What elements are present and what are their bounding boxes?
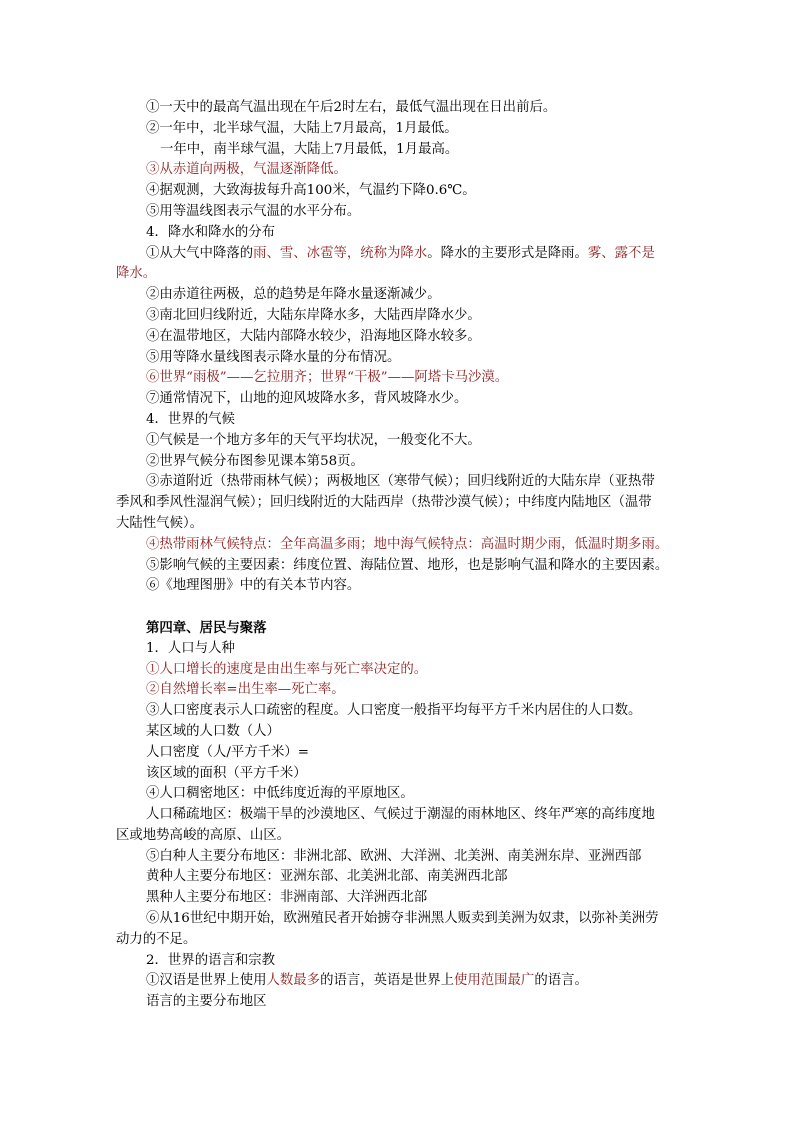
section-heading <box>116 639 694 660</box>
text-line <box>116 368 694 389</box>
text-line <box>116 680 694 701</box>
text-segment: ⑤白种人主要分布地区：非洲北部、欧洲、大洋洲、北美洲、南美洲东岸、亚洲西部 <box>146 848 642 864</box>
text-segment: ④人口稠密地区：中低纬度近海的平原地区。 <box>146 786 414 802</box>
text-segment: 2．世界的语言和宗教 <box>146 952 276 968</box>
text-line <box>116 452 694 473</box>
text-line <box>116 285 694 306</box>
text-segment: 一年中，南半球气温，大陆上7月最低，1月最高。 <box>160 141 459 157</box>
text-segment: ①从大气中降落的 <box>146 245 254 261</box>
text-line <box>116 909 694 930</box>
text-segment: 季风和季风性湿润气候）；回归线附近的大陆西岸（热带沙漠气候）；中纬度内陆地区（温带 <box>116 495 652 511</box>
section-heading <box>116 410 694 431</box>
text-line <box>116 701 694 722</box>
text-segment: ⑥从16世纪中期开始，欧洲殖民者开始掳夺非洲黑人贩卖到美洲为奴隶，以弥补美洲劳 <box>146 911 659 927</box>
text-line <box>116 805 694 826</box>
text-segment: 黑种人主要分布地区：非洲南部、大洋洲西北部 <box>146 890 428 906</box>
text-segment: ②世界气候分布图参见课本第58页。 <box>146 453 364 469</box>
text-segment: 该区域的面积（平方千米） <box>146 765 307 781</box>
text-segment: ①气候是一个地方多年的天气平均状况，一般变化不大。 <box>146 432 481 448</box>
text-segment: ③南北回归线附近，大陆东岸降水多，大陆西岸降水少。 <box>146 307 481 323</box>
formula-line <box>116 764 694 785</box>
text-line <box>116 472 694 493</box>
section-heading <box>116 951 694 972</box>
text-line <box>116 971 694 992</box>
text-line <box>116 306 694 327</box>
text-segment: 的语言，英语是世界上 <box>320 973 454 989</box>
text-segment: ①汉语是世界上使用 <box>146 973 267 989</box>
formula-line <box>116 743 694 764</box>
text-segment: 的语言。 <box>534 973 588 989</box>
highlight-text: ②自然增长率=出生率—死亡率。 <box>146 682 345 698</box>
text-segment: ⑦通常情况下，山地的迎风坡降水多，背风坡降水少。 <box>146 391 468 407</box>
text-segment: 。降水的主要形式是降雨。 <box>427 245 588 261</box>
text-line <box>116 867 694 888</box>
text-line <box>116 556 694 577</box>
highlight-text: 雾、露不是 <box>587 245 655 261</box>
text-line <box>116 140 694 161</box>
text-line <box>116 98 694 119</box>
highlight-text: 降水。 <box>116 266 157 282</box>
text-line <box>116 888 694 909</box>
text-segment: ⑤用等降水量线图表示降水量的分布情况。 <box>146 349 401 365</box>
text-segment: ②一年中，北半球气温，大陆上7月最高，1月最低。 <box>146 120 458 136</box>
text-line <box>116 264 694 285</box>
text-segment: ⑤影响气候的主要因素：纬度位置、海陆位置、地形，也是影响气温和降水的主要因素。 <box>146 557 669 573</box>
text-line <box>116 431 694 452</box>
text-segment: ④据观测，大致海拔每升高100米，气温约下降0.6℃。 <box>146 183 476 199</box>
text-segment: 动力的不足。 <box>116 931 197 947</box>
text-line <box>116 181 694 202</box>
text-line <box>116 348 694 369</box>
text-line <box>116 992 694 1013</box>
text-line <box>116 660 694 681</box>
text-segment: ①一天中的最高气温出现在午后2时左右，最低气温出现在日出前后。 <box>146 100 557 115</box>
highlight-text: 使用范围最广 <box>453 973 535 989</box>
text-segment: 人口密度（人/平方千米）= <box>146 744 310 760</box>
highlight-text: ⑥世界“雨极”——乞拉朋齐；世界“干极”——阿塔卡马沙漠。 <box>146 370 509 386</box>
text-line <box>116 327 694 348</box>
highlight-text: ③从赤道向两极，气温逐渐降低。 <box>146 162 347 178</box>
text-segment: ⑥《地理图册》中的有关本节内容。 <box>146 578 361 594</box>
text-segment: 语言的主要分布地区 <box>146 994 267 1010</box>
text-segment: 1．人口与人种 <box>146 640 235 656</box>
highlight-text: 人数最多 <box>266 973 321 989</box>
text-segment: 某区域的人口数（人） <box>146 723 280 739</box>
text-segment: 黄种人主要分布地区：亚洲东部、北美洲北部、南美洲西北部 <box>146 869 508 885</box>
highlight-text: 雨、雪、冰雹等，统称为降水 <box>253 245 428 261</box>
chapter-title: 第四章、居民与聚落 <box>146 619 267 636</box>
text-segment: 大陆性气候）。 <box>116 515 204 531</box>
text-line <box>116 514 694 535</box>
text-line <box>116 826 694 847</box>
text-segment: ⑤用等温线图表示气温的水平分布。 <box>146 203 361 219</box>
text-segment: ③赤道附近（热带雨林气候）；两极地区（寒带气候）；回归线附近的大陆东岸（亚热带 <box>146 474 655 490</box>
text-segment: ②由赤道往两极，总的趋势是年降水量逐渐减少。 <box>146 287 441 303</box>
text-segment: 4．世界的气候 <box>146 411 235 427</box>
text-line <box>116 493 694 514</box>
text-line <box>116 535 694 556</box>
highlight-text: ④热带雨林气候特点：全年高温多雨；地中海气候特点：高温时期少雨，低温时期多雨。 <box>146 536 669 552</box>
text-line <box>116 847 694 868</box>
text-line <box>116 202 694 223</box>
text-segment: 区或地势高峻的高原、山区。 <box>116 827 291 843</box>
text-segment: 人口稀疏地区：极端干旱的沙漠地区、气候过于潮湿的雨林地区、终年严寒的高纬度地 <box>146 807 655 823</box>
highlight-text: ①人口增长的速度是由出生率与死亡率决定的。 <box>146 661 428 677</box>
text-line <box>116 930 694 951</box>
text-line <box>116 576 694 597</box>
text-segment: ④在温带地区，大陆内部降水较少，沿海地区降水较多。 <box>146 328 481 344</box>
text-line <box>116 389 694 410</box>
section-heading <box>116 223 694 244</box>
text-segment: 4．降水和降水的分布 <box>146 224 276 240</box>
text-line <box>116 784 694 805</box>
text-line <box>116 119 694 140</box>
formula-line <box>116 722 694 743</box>
text-line <box>116 244 694 265</box>
text-line <box>116 160 694 181</box>
text-segment: ③人口密度表示人口疏密的程度。人口密度一般指平均每平方千米内居住的人口数。 <box>146 703 642 719</box>
